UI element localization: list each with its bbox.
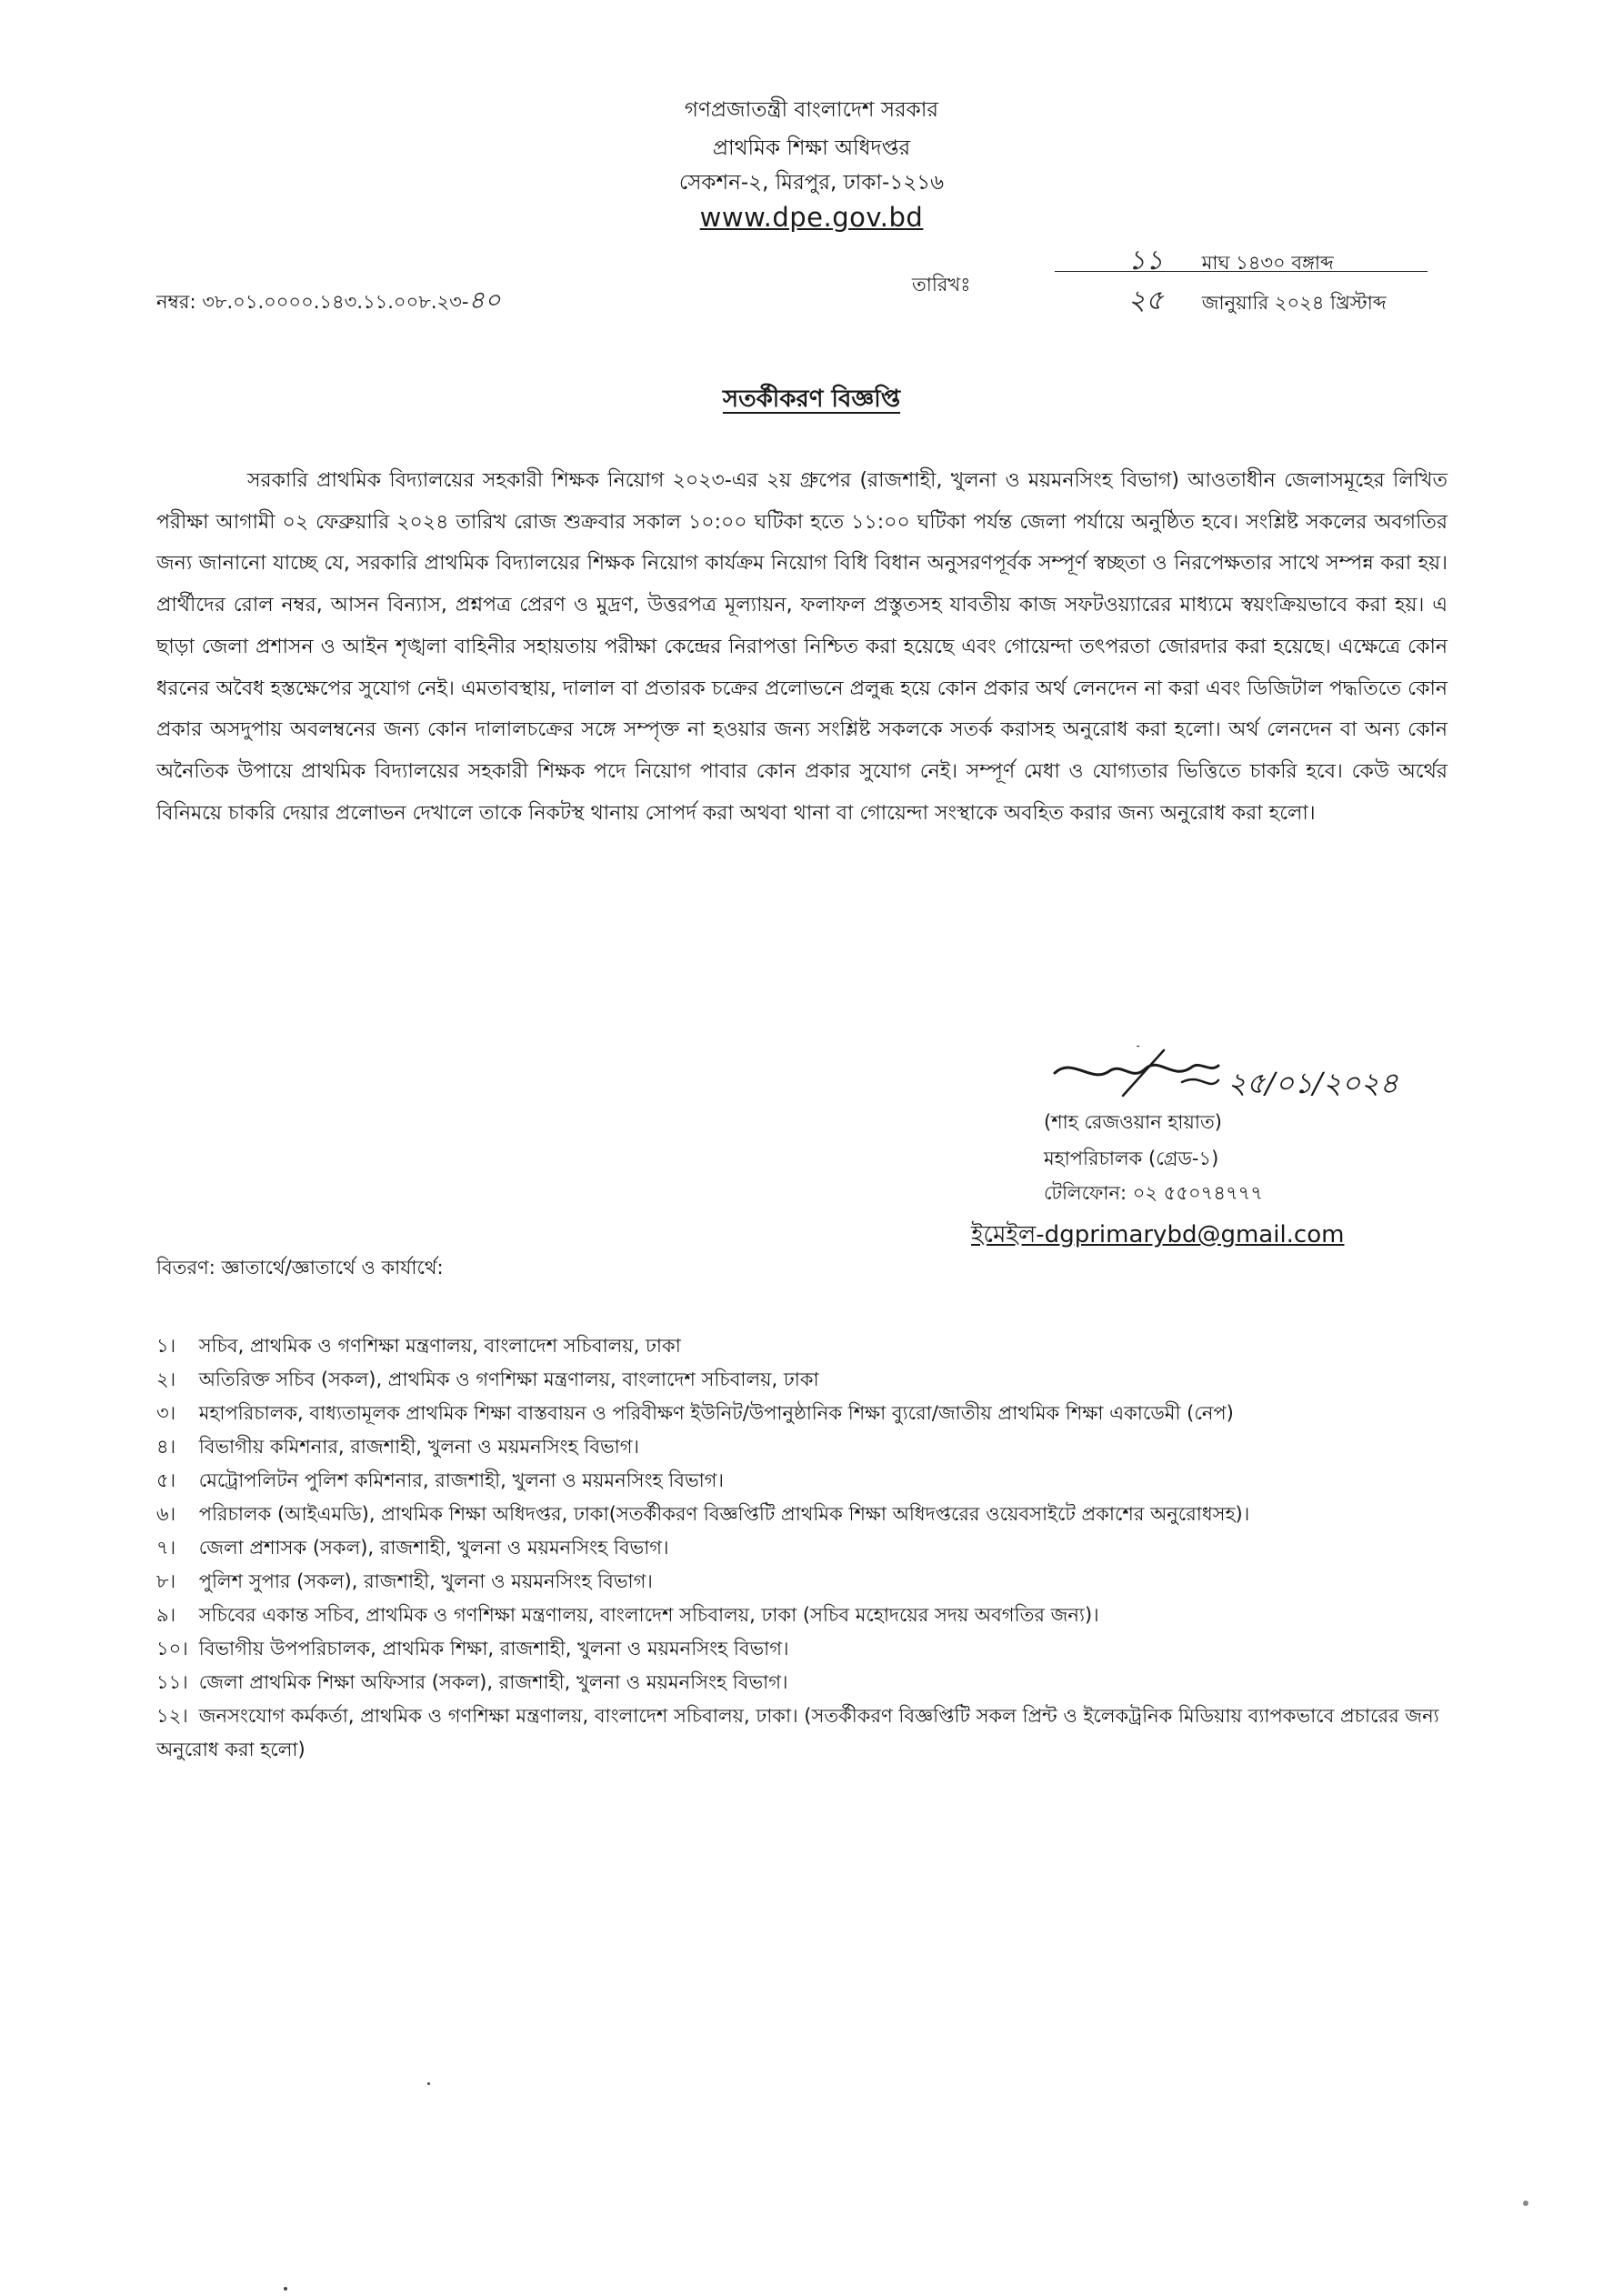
memo-number	[156, 282, 501, 323]
list-item	[156, 1531, 1448, 1565]
list-item	[156, 1699, 1448, 1767]
notice-body: সরকারি প্রাথমিক বিদ্যালয়ের সহকারী শিক্ষক নিয়োগ ২০২৩-এর ২য় গ্রুপের (রাজশাহী, খুলনা ও ময়মনসিংহ বিভাগ) আওতাধীন জেলাসমূহের লিখিত পরীক্ষা আগামী ০২ ফেব্রুয়ারি ২০২৪ তারিখ রোজ শুক্রবার সকাল ১০:০০ ঘটিকা হতে ১১:০০ ঘটিকা পর্যন্ত জেলা পর্যায়ে অনুষ্ঠিত হবে। সংশ্লিষ্ট সকলের অবগতির জন্য জানানো যাচ্ছে যে, সরকারি প্রাথমিক বিদ্যালয়ের শিক্ষক নিয়োগ কার্যক্রম নিয়োগ বিধি বিধান অনুসরণপূর্বক সম্পূর্ণ স্বচ্ছতা ও নিরপেক্ষতার সাথে সম্পন্ন করা হয়। প্রার্থীদের রোল নম্বর, আসন বিন্যাস, প্রশ্নপত্র প্রেরণ ও মুদ্রণ, উত্তরপত্র মূল্যায়ন, ফলাফল প্রস্তুতসহ যাবতীয় কাজ সফটওয়্যারের মাধ্যমে স্বয়ংক্রিয়ভাবে করা হয়। এ ছাড়া জেলা প্রশাসন ও আইন শৃঙ্খলা বাহিনীর সহায়তায় পরীক্ষা কেন্দ্রের নিরাপত্তা নিশ্চিত করা হয়েছে এবং গোয়েন্দা তৎপরতা জোরদার করা হয়েছে। এক্ষেত্রে কোন ধরনের অবৈধ হস্তক্ষেপের সুযোগ নেই। এমতাবস্থায়, দালাল বা প্রতারক চক্রের প্রলোভনে প্রলুব্ধ হয়ে কোন প্রকার অর্থ লেনদেন না করা এবং ডিজিটাল পদ্ধতিতে কোন প্রকার অসদুপায় অবলম্বনের জন্য কোন দালালচক্রের সঙ্গে সম্পৃক্ত না হওয়ার জন্য সংশ্লিষ্ট সকলকে সতর্ক করাসহ অনুরোধ করা হলো। অর্থ লেনদেন বা অন্য কোন অনৈতিক উপায়ে প্রাথমিক বিদ্যালয়ের সহকারী শিক্ষক পদে নিয়োগ পাবার কোন প্রকার সুযোগ নেই। সম্পূর্ণ মেধা ও যোগ্যতার ভিত্তিতে চাকরি হবে। কেউ অর্থের বিনিময়ে চাকরি দেয়ার প্রলোভন দেখালে তাকে নিকটস্থ থানায় সোপর্দ করা অথবা থানা বা গোয়েন্দা সংস্থাকে অবহিত করার জন্য অনুরোধ করা হলো।	[156, 469, 1448, 825]
list-item	[156, 1632, 1448, 1666]
list-item	[156, 1666, 1448, 1699]
office-address: সেকশন-২, মিরপুর, ঢাকা-১২১৬	[678, 171, 945, 195]
signatory-phone: টেলিফোন: ০২ ৫৫০৭৪৭৭৭	[1044, 1182, 1263, 1204]
date-gregorian-day: ২৫	[1127, 285, 1164, 316]
list-item-text: সচিবের একান্ত সচিব, প্রাথমিক ও গণশিক্ষা মন্ত্রণালয়, বাংলাদেশ সচিবালয়, ঢাকা (সচিব মহোদয়ের সদয় অবগতির জন্য)।	[198, 1604, 1099, 1626]
scan-speck	[427, 2082, 430, 2085]
list-item-number: ১২।	[156, 1705, 188, 1727]
scan-speck	[284, 2287, 287, 2291]
date-gregorian	[1096, 278, 1387, 325]
signature-date: ২৫/০১/২০২৪	[1227, 1066, 1398, 1100]
list-item-number: ১১।	[156, 1671, 188, 1693]
list-item	[156, 1430, 1448, 1464]
date-bangla-day: ১১	[1127, 245, 1164, 276]
distribution-list	[156, 1329, 1448, 1767]
list-item	[156, 1599, 1448, 1632]
list-item	[156, 1498, 1448, 1531]
list-item-text: সচিব, প্রাথমিক ও গণশিক্ষা মন্ত্রণালয়, বাংলাদেশ সচিবালয়, ঢাকা	[198, 1335, 681, 1357]
scan-speck	[1523, 2201, 1528, 2206]
date-gregorian-month-year: জানুয়ারি ২০২৪ খ্রিস্টাব্দ	[1201, 292, 1387, 314]
list-item-number: ৯।	[156, 1604, 176, 1626]
list-item-number: ৬।	[156, 1503, 176, 1525]
notice-title	[0, 380, 1623, 420]
list-item-number: ৮।	[156, 1570, 176, 1592]
memo-number-label: নম্বর: ৩৮.০১.০০০০.১৪৩.১১.০০৮.২৩-	[156, 291, 469, 313]
list-item-text: জনসংযোগ কর্মকর্তা, প্রাথমিক ও গণশিক্ষা মন্ত্রণালয়, বাংলাদেশ সচিবালয়, ঢাকা। (সতর্কীকরণ বিজ্ঞপ্তিটি সকল প্রিন্ট ও ইলেকট্রনিক মিডিয়ায় ব্যাপকভাবে প্রচারের জন্য অনুরোধ করা হলো)	[156, 1705, 1439, 1760]
list-item-number: ৫।	[156, 1469, 176, 1491]
list-item-number: ৪।	[156, 1436, 176, 1458]
list-item-text: অতিরিক্ত সচিব (সকল), প্রাথমিক ও গণশিক্ষা মন্ত্রণালয়, বাংলাদেশ সচিবালয়, ঢাকা	[198, 1369, 819, 1390]
list-item-text: বিভাগীয় উপপরিচালক, প্রাথমিক শিক্ষা, রাজশাহী, খুলনা ও ময়মনসিংহ বিভাগ।	[198, 1638, 789, 1659]
department-name: প্রাথমিক শিক্ষা অধিদপ্তর	[712, 136, 911, 160]
list-item-text: পুলিশ সুপার (সকল), রাজশাহী, খুলনা ও ময়মনসিংহ বিভাগ।	[198, 1570, 653, 1592]
date-bangla-month-year: মাঘ ১৪৩০ বঙ্গাব্দ	[1201, 252, 1334, 274]
list-item	[156, 1464, 1448, 1498]
list-item-text: বিভাগীয় কমিশনার, রাজশাহী, খুলনা ও ময়মনসিংহ বিভাগ।	[198, 1436, 640, 1458]
notice-title-text: সতর্কীকরণ বিজ্ঞপ্তি	[722, 386, 901, 413]
list-item-text: মেট্রোপলিটন পুলিশ কমিশনার, রাজশাহী, খুলনা ও ময়মনসিংহ বিভাগ।	[198, 1469, 724, 1491]
website-link[interactable]: www.dpe.gov.bd	[699, 202, 924, 233]
list-item-text: জেলা প্রশাসক (সকল), রাজশাহী, খুলনা ও ময়মনসিংহ বিভাগ।	[198, 1537, 669, 1559]
list-item-number: ১০।	[156, 1638, 188, 1659]
signatory-title: মহাপরিচালক (গ্রেড-১)	[1044, 1148, 1219, 1169]
list-item-text: পরিচালক (আইএমডি), প্রাথমিক শিক্ষা অধিদপ্তর, ঢাকা(সতর্কীকরণ বিজ্ঞপ্তিটি প্রাথমিক শিক্ষা অধিদপ্তরের ওয়েবসাইটে প্রকাশের অনুরোধসহ)।	[198, 1503, 1250, 1525]
list-item-text: মহাপরিচালক, বাধ্যতামূলক প্রাথমিক শিক্ষা বাস্তবায়ন ও পরিবীক্ষণ ইউনিট/উপানুষ্ঠানিক শিক্ষা ব্যুরো/জাতীয় প্রাথমিক শিক্ষা একাডেমী (নেপ)	[198, 1402, 1234, 1424]
list-item-number: ২।	[156, 1369, 176, 1390]
date-label: তারিখঃ	[912, 274, 971, 296]
list-item	[156, 1397, 1448, 1430]
list-item	[156, 1329, 1448, 1363]
memo-number-handwritten: ৪০	[468, 286, 501, 315]
govt-name: গণপ্রজাতন্ত্রী বাংলাদেশ সরকার	[684, 98, 939, 122]
list-item	[156, 1363, 1448, 1397]
list-item-number: ১।	[156, 1335, 176, 1357]
signatory-email[interactable]: ইমেইল-dgprimarybd@gmail.com	[971, 1221, 1345, 1248]
list-item	[156, 1565, 1448, 1599]
list-item-text: জেলা প্রাথমিক শিক্ষা অফিসার (সকল), রাজশাহী, খুলনা ও ময়মনসিংহ বিভাগ।	[198, 1671, 788, 1693]
list-item-number: ৩।	[156, 1402, 176, 1424]
list-item-number: ৭।	[156, 1537, 176, 1559]
distribution-title: বিতরণ: জ্ঞাতার্থে/জ্ঞাতার্থে ও কার্যার্থে:	[156, 1257, 444, 1278]
signatory-name: (শাহ রেজওয়ান হায়াত)	[1044, 1111, 1222, 1133]
